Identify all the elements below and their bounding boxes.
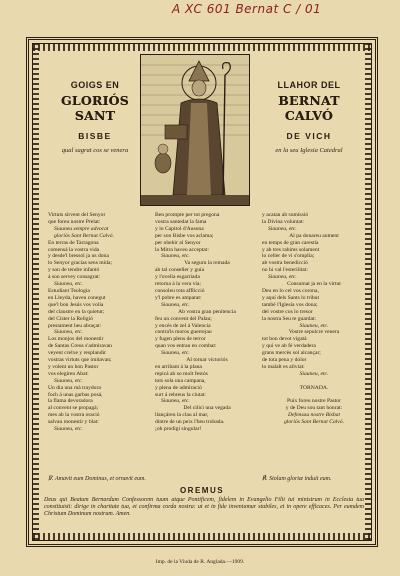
top-ornament — [33, 44, 371, 51]
title-left-tiny: qual sagrat cos se venera — [61, 147, 129, 154]
verse-line: per obehir al Senyor — [155, 239, 201, 246]
title-right — [262, 80, 356, 154]
verse-column-1 — [48, 212, 152, 433]
verse-line: per son Bisbe vos aclama; — [155, 232, 214, 239]
refrain-line: Siauneu, etc. — [161, 253, 190, 260]
title-right-tiny: en la seu Iglesia Catedral — [275, 147, 343, 154]
verse-line: salvau monestir y blat: — [48, 419, 99, 426]
verse-line: Al pa donareu aument — [289, 232, 339, 239]
verse-line: que foreu nostre Prelat: — [48, 218, 101, 225]
verse-line: Va seguru la remada — [184, 260, 230, 267]
verse-line: ¡oh prodigi singular! — [155, 426, 202, 433]
response: ℟. Stolam gloriæ induit eum. — [262, 476, 332, 482]
saint-engraving — [140, 54, 250, 206]
verse-line: de Santas Creus s'admiravan — [48, 343, 112, 350]
verse-line: Puix foreu nostre Pastor — [287, 398, 341, 405]
refrain-line: gloriós Sant Bernat Calvó. — [284, 419, 344, 426]
verse-line: del claustre en la quietut; — [48, 308, 105, 315]
verse-line: vostra santedat la fama — [155, 218, 207, 225]
verse-line: del Císter la Religió — [48, 315, 93, 322]
refrain-line: Siauneu, etc. — [54, 377, 83, 384]
verse-line: en temps de gran carestía — [262, 239, 319, 246]
verse-line: del vostre cos lo tresor — [262, 308, 313, 315]
title-left-mid: BISBE — [78, 131, 112, 141]
refrain-line: Siauneu, etc. — [54, 281, 83, 288]
verse-line: en arribant á la plana — [155, 363, 202, 370]
refrain-line: Siauneu, etc. — [299, 322, 329, 329]
verse-line: y'l pobre es amparat: — [155, 294, 202, 301]
refrain-line: Siauneu, etc. — [54, 426, 83, 433]
verse-line: y l'ovella esgarriada — [155, 274, 200, 281]
verse-line: també l'Iglesia vos dona; — [262, 301, 318, 308]
bishop-illustration-icon — [141, 55, 249, 205]
refrain-line: gloriós Sant Bernat Calvó. — [54, 232, 114, 239]
verse-line: y desde'l bressol ja us dona — [48, 253, 109, 260]
title-header — [44, 54, 360, 206]
verse-line: ab tal conseller y guía — [155, 267, 205, 274]
left-ornament — [33, 44, 39, 540]
verse-line: repicá ab so molt festós — [155, 370, 208, 377]
title-right-big: BERNAT CALVÓ — [278, 93, 340, 123]
verse-line: lo celler de vi s'omplía; — [262, 253, 315, 260]
verse-line: contra'ls moros guerrejau — [155, 329, 212, 336]
refrain-line: Siauneu, etc. — [268, 225, 297, 232]
verse-line: que'l bon Jesús vos volia — [48, 301, 104, 308]
title-left-big: GLORIÓS SANT — [61, 93, 129, 123]
verse-line: mes ab la vostra oració — [48, 412, 100, 419]
verse-line: En terras de Tarragona — [48, 239, 99, 246]
verse-line: Consumat ja en la virtut — [287, 281, 341, 288]
spacer — [262, 378, 366, 385]
refrain-line: Siauneu sempre advocat — [54, 225, 109, 232]
verse-line: Deu en lo cel vos corona, — [262, 287, 319, 294]
verse-line: consoleu tota afflicció — [155, 287, 205, 294]
prayer-text: Deus qui Beatum Bernardum Confessorem tuum atque Pontificem, fidelem in Evangelio Filii tui ministrum in Ecclesia tua constituisti: dirige in charitate tua, et confirma corda nostra: ut et in fide inveniamur stabiles, et in opere efficaces. Per eumdem Christum Dominum nostrum. Amen. — [44, 497, 364, 518]
verse-line: comensá la vostra vida — [48, 246, 100, 253]
refrain-line: Siauneu, etc. — [299, 370, 329, 377]
refrain-line: Siauneu, etc. — [268, 274, 297, 281]
bottom-ornament — [33, 533, 371, 540]
verse-line: Virtuts sirvent del Senyor — [48, 212, 106, 218]
verse-line: lo Senyor gracias sens mida; — [48, 260, 113, 267]
verse-line: quan vos entrau en combat: — [155, 343, 217, 350]
verse-line: y encés de zel á Valencia — [155, 322, 211, 329]
verses — [48, 212, 368, 474]
verse-line: ab vostra benedicció — [262, 260, 308, 267]
verse-line: y fugen plens de terror — [155, 336, 206, 343]
verse-line: tot bon devot vigatá — [262, 336, 307, 343]
tornada-heading: TORNADA. — [299, 384, 329, 391]
title-left-small: GOIGS EN — [70, 80, 120, 90]
verse-line: Del cilici una vegada — [183, 405, 231, 412]
verse-column-3 — [262, 212, 366, 426]
verse-line: retorna á la vera vía; — [155, 281, 201, 288]
verse-line: Ab vostra gran penitencia — [178, 308, 236, 315]
refrain-line: Siauneu, etc. — [161, 350, 190, 357]
verse-line: y ab tres rahims solament — [262, 246, 320, 253]
verse-line: Un dia una mà traydora — [48, 384, 101, 391]
verse-line: foch á unas garbas posá, — [48, 391, 103, 398]
verse-line: al convent se propagá; — [48, 405, 99, 412]
verse-line: no hi val l'esterilitat: — [262, 267, 308, 274]
title-right-small: LLAHOR DEL — [277, 80, 341, 90]
verse-line: Ben prompte per tot pregona — [155, 212, 220, 218]
verse-column-2 — [155, 212, 259, 433]
verse-line: grans mercès sol alcançar; — [262, 350, 321, 357]
verse-line: veyent crelxe y resplandir — [48, 350, 106, 357]
refrain-line: Siauneu, etc. — [161, 398, 190, 405]
title-left — [48, 80, 142, 154]
verse-line: Al tornar victoriós — [186, 357, 228, 364]
archive-annotation: A XC 601 Bernat C / 01 — [172, 2, 322, 16]
verse-line: y plena de admiració — [155, 384, 202, 391]
refrain-line: Siauneu, etc. — [54, 329, 83, 336]
verse-line: surt á rebreus la ciutat: — [155, 391, 206, 398]
verse-line: lo malalt es aliviat: — [262, 363, 305, 370]
verse-line: prestament heu abraçat: — [48, 322, 102, 329]
verse-line: y quí ve ab fé verdadera — [262, 343, 316, 350]
verse-line: y volent un bon Pastor — [48, 363, 99, 370]
verse-line: dintre de un peix l'heu trobada. — [155, 419, 225, 426]
verse-line: Estudiant Teologia — [48, 287, 90, 294]
verse-line: llançáreu la clau al mar, — [155, 412, 209, 419]
verse-line: la Divina voluntat: — [262, 218, 304, 225]
verse-line: y acatau ab sumissió — [262, 212, 309, 218]
verse-line: y lo Capitol d'Ausona — [155, 225, 204, 232]
verse-line: vos elegiren Abat: — [48, 370, 89, 377]
verse-line: feu un convent del Palau; — [155, 315, 212, 322]
verse-line: la Mitra haveu acceptat: — [155, 246, 209, 253]
title-right-mid: DE VICH — [286, 131, 332, 141]
oremus-heading: OREMUS — [179, 486, 225, 495]
verse-line: la nostra Seu te guardat: — [262, 315, 317, 322]
verse-line: la flama devoradora — [48, 398, 93, 405]
verse-line: y son de tendre infantó — [48, 267, 100, 274]
verse-line: de tota pena y dolor — [262, 357, 307, 364]
printer-imprint: Imp. de la Viuda de R. Anglada.—1909. — [155, 559, 245, 565]
verse-line: á son servey consagrat: — [48, 274, 101, 281]
verse-line: y de Deu sou tant honrat: — [285, 405, 343, 412]
versicle: ℣. Amavit eum Dominus, et ornavit eum. — [48, 476, 146, 482]
verse-line: Los monjos del monestir — [48, 336, 104, 343]
verse-line: Vostre sepulcre venera — [288, 329, 340, 336]
verse-line: en Lleyda, haveu conegut — [48, 294, 106, 301]
verse-line: y aquí dels Sants lo tribut — [262, 294, 320, 301]
refrain-line: Defensau nostre Bisbat — [288, 412, 340, 419]
verse-line: tots sola una campana, — [155, 377, 206, 384]
refrain-line: Siauneu, etc. — [161, 301, 190, 308]
verse-line: vostras virtuts que imitavan; — [48, 357, 112, 364]
